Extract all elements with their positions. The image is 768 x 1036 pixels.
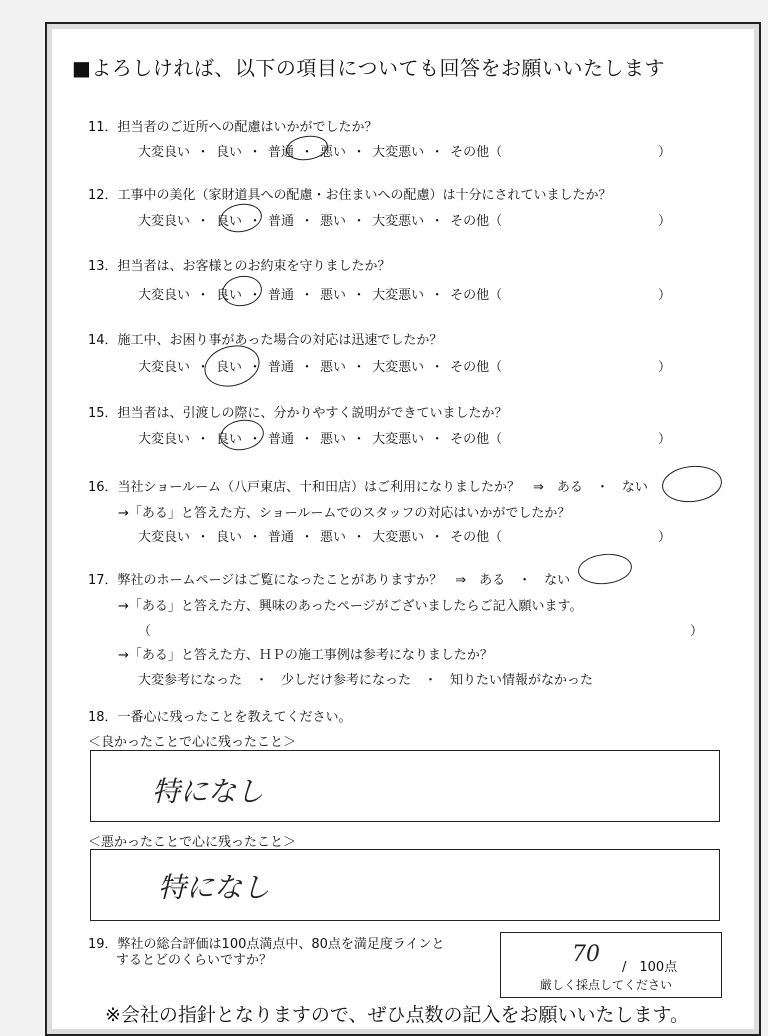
q17-options-2: 大変参考になった ・ 少しだけ参考になった ・ 知りたい情報がなかった — [138, 673, 594, 688]
q16-followup: →「ある」と答えた方、ショールームでのスタッフの対応はいかがでしたか？ — [118, 506, 571, 521]
bad-memory-answer: 特になし — [158, 871, 271, 904]
q13-options: 大変良い ・ 良い ・ 普通 ・ 悪い ・ 大変悪い ・ その他（ — [138, 288, 503, 303]
question-19-line2: するとどのくらいですか？ — [116, 953, 273, 968]
question-13: 13．担当者は、お客様とのお約束を守りましたか？ — [88, 259, 391, 274]
question-16: 16．当社ショールーム（八戸東店、十和田店）はご利用になりましたか？ ⇒ ある ・ ない — [88, 480, 648, 495]
q15-paren-close: ） — [658, 432, 672, 447]
question-15: 15．担当者は、引渡しの際に、分かりやすく説明ができていましたか？ — [88, 406, 508, 421]
q12-options: 大変良い ・ 良い ・ 普通 ・ 悪い ・ 大変悪い ・ その他（ — [138, 214, 503, 229]
question-14: 14．施工中、お困り事があった場合の対応は迅速でしたか？ — [88, 333, 443, 348]
good-memory-label: ＜良かったことで心に残ったこと＞ — [88, 735, 297, 750]
question-12: 12．工事中の美化（家財道具への配慮・お住まいへの配慮）は十分にされていましたか？ — [88, 188, 612, 203]
q17-followup-1: →「ある」と答えた方、興味のあったページがございましたらご記入願います。 — [118, 599, 583, 614]
q16-paren-close: ） — [658, 530, 672, 545]
q13-paren-close: ） — [658, 288, 672, 303]
question-17: 17．弊社のホームページはご覧になったことがありますか？ ⇒ ある ・ ない — [88, 573, 571, 588]
question-11: 11．担当者のご近所への配慮はいかがでしたか？ — [88, 120, 378, 135]
q11-options: 大変良い ・ 良い ・ 普通 ・ 悪い ・ 大変悪い ・ その他（ — [138, 145, 503, 160]
q12-paren-close: ） — [658, 214, 672, 229]
good-memory-answer: 特になし — [152, 775, 265, 808]
q14-options: 大変良い ・ 良い ・ 普通 ・ 悪い ・ 大変悪い ・ その他（ — [138, 360, 503, 375]
q15-options: 大変良い ・ 良い ・ 普通 ・ 悪い ・ 大変悪い ・ その他（ — [138, 432, 503, 447]
q17-paren-close: ） — [690, 624, 704, 639]
score-max: / 100点 — [622, 960, 678, 975]
question-19-line1: 19．弊社の総合評価は100点満点中、80点を満足度ラインと — [88, 937, 445, 952]
bad-memory-label: ＜悪かったことで心に残ったこと＞ — [88, 835, 297, 850]
q17-paren-open: （ — [138, 624, 152, 639]
q14-paren-close: ） — [658, 360, 672, 375]
q11-paren-close: ） — [658, 145, 672, 160]
score-value: 70 — [572, 942, 600, 967]
question-18: 18．一番心に残ったことを教えてください。 — [88, 710, 352, 725]
q17-followup-2: →「ある」と答えた方、ＨＰの施工事例は参考になりましたか？ — [118, 648, 493, 663]
score-note: 厳しく採点してください — [540, 978, 673, 992]
footer-note: ※会社の指針となりますので、ぜひ点数の記入をお願いいたします。 — [105, 1004, 690, 1026]
q16-options: 大変良い ・ 良い ・ 普通 ・ 悪い ・ 大変悪い ・ その他（ — [138, 530, 503, 545]
section-header: ■よろしければ、以下の項目についても回答をお願いいたします — [72, 56, 665, 80]
